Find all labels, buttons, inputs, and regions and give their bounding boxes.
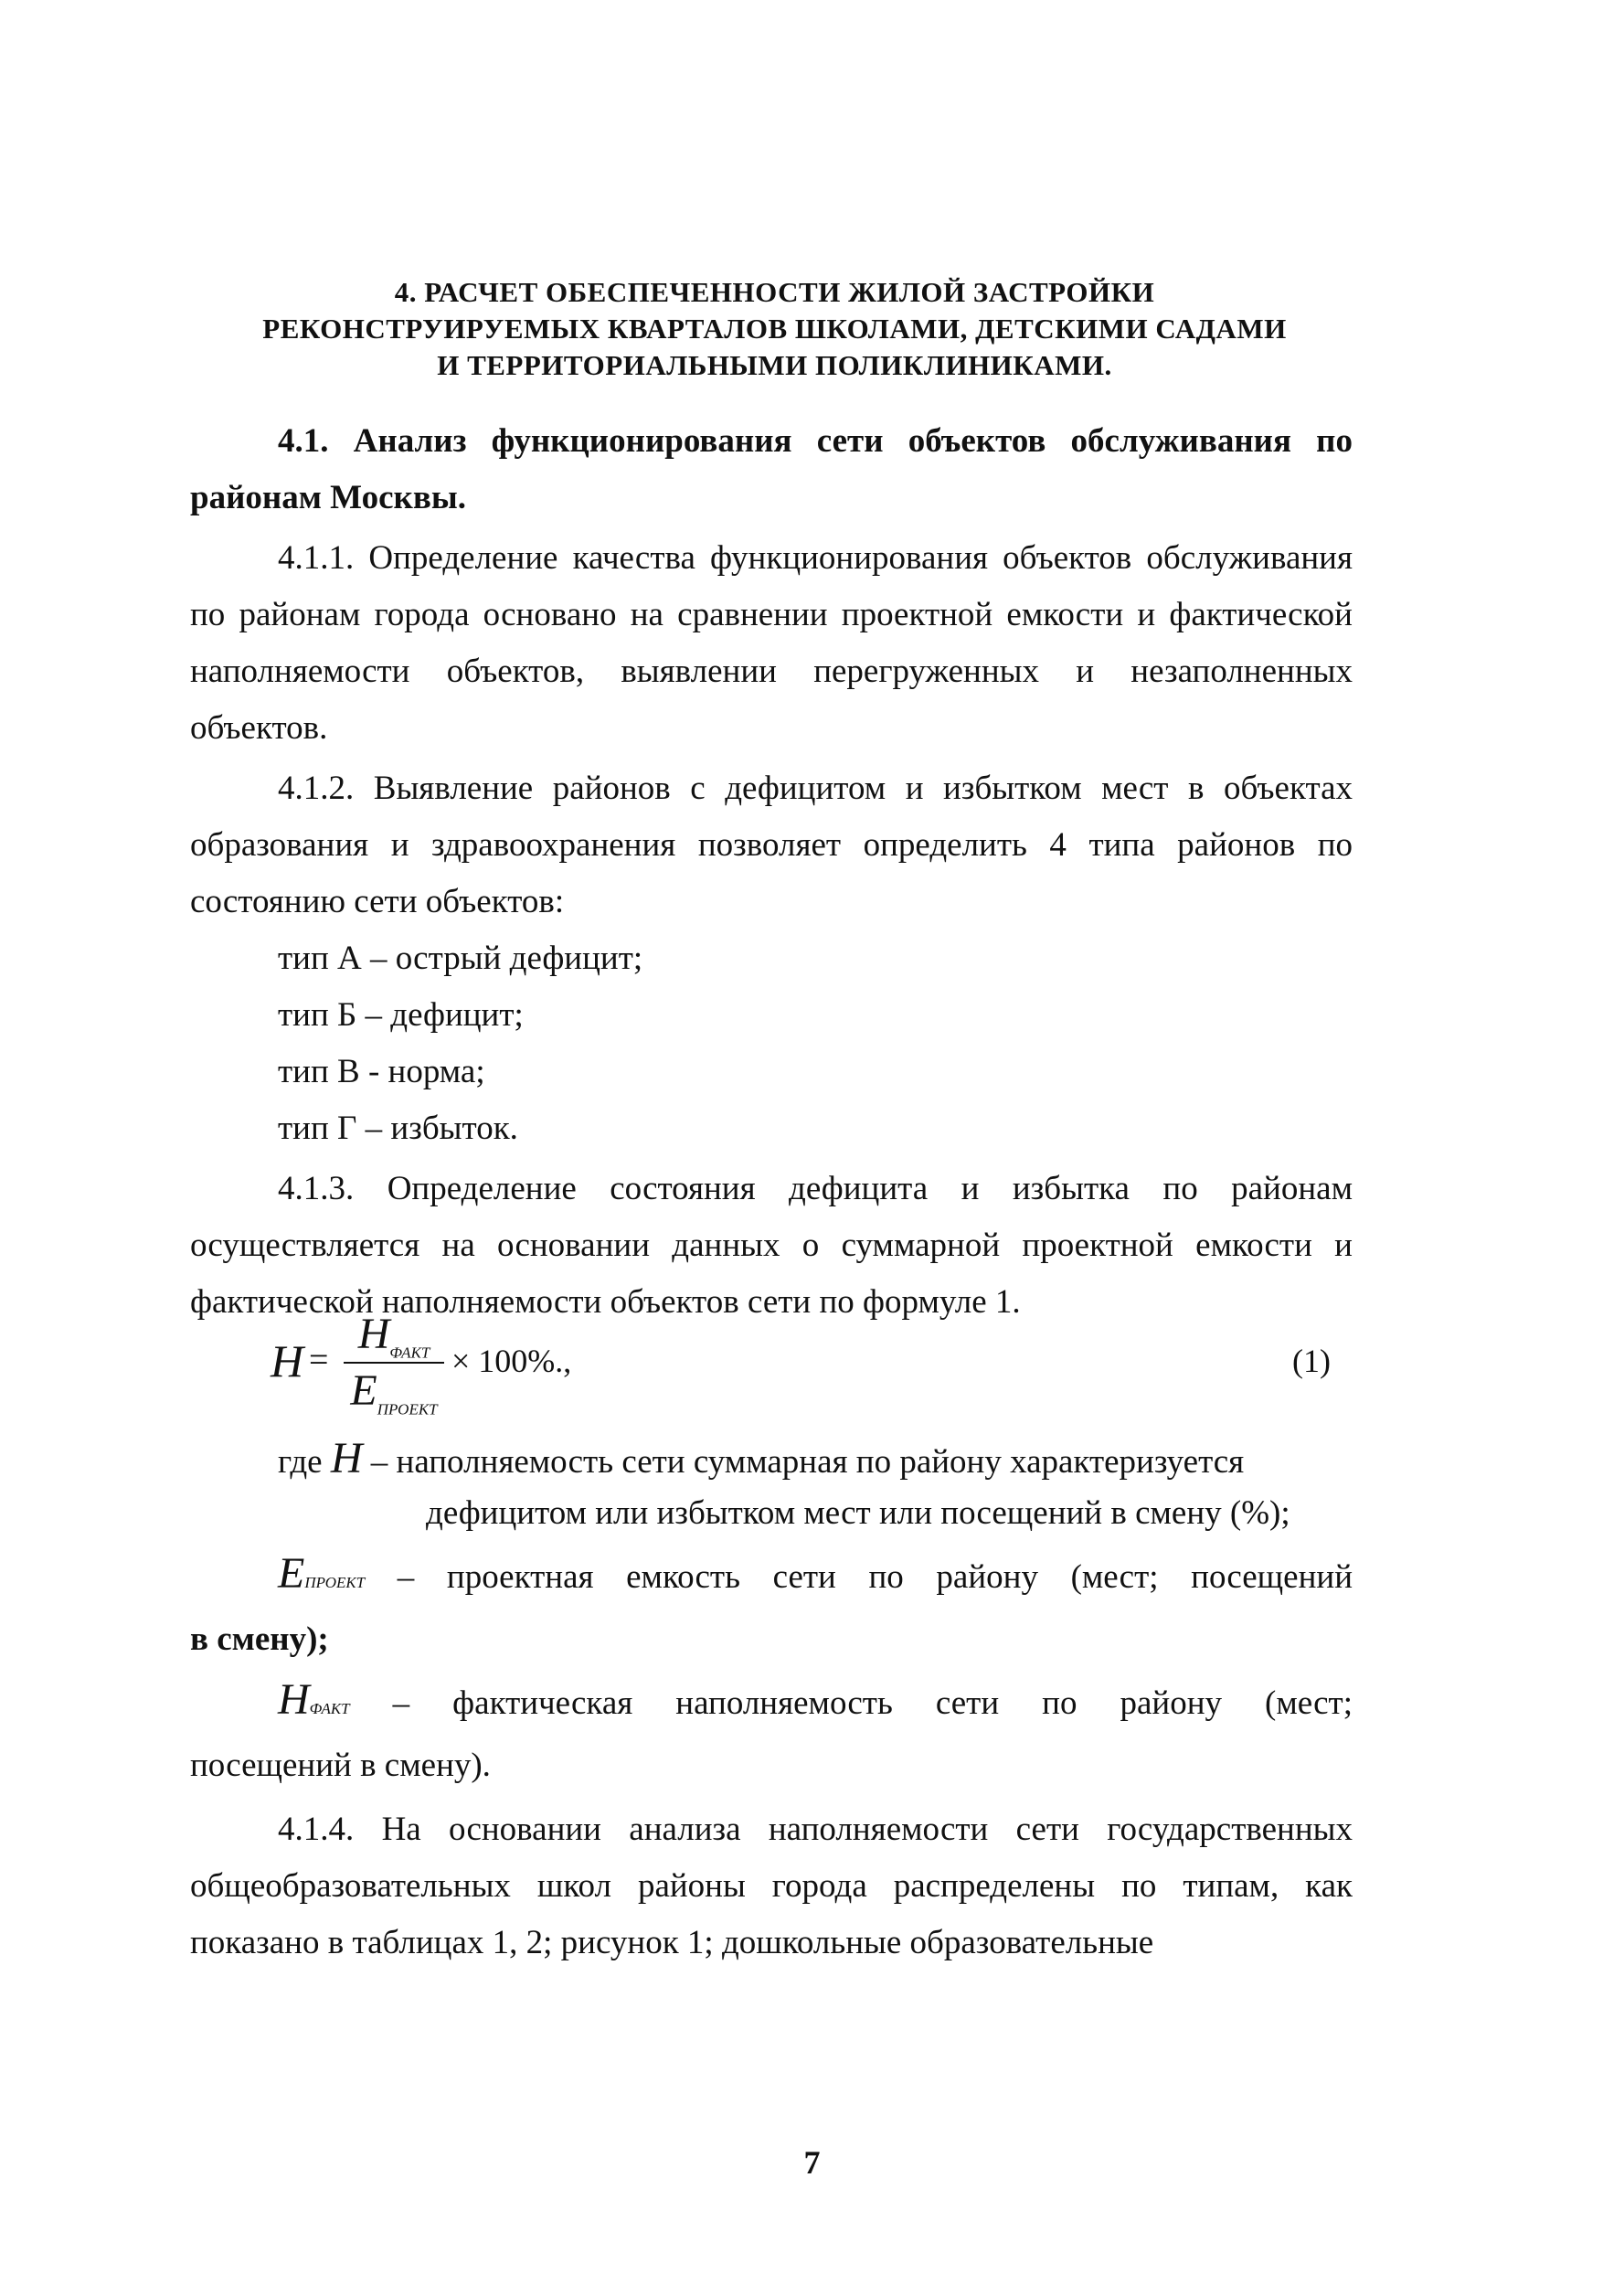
formula-numerator: $H_{ФАКТ}$ bbox=[357, 1310, 430, 1362]
formula-multiplier: × 100%., bbox=[451, 1343, 572, 1379]
formula-number: (1) bbox=[1292, 1343, 1331, 1379]
page-number: 7 bbox=[803, 2144, 821, 2181]
legend-e-proekt: EПРОЕКТ – проектная емкость сети по району (мест; посещений bbox=[278, 1549, 1353, 1598]
type-v-item: тип В - норма; bbox=[278, 1053, 485, 1090]
legend-h: где H – наполняемость сети суммарная по району характеризуется bbox=[278, 1434, 1245, 1482]
district-types-list bbox=[190, 930, 1353, 1157]
paragraph-4-1-3: 4.1.3. Определение состояния дефицита и избытка по районам осуществляется на основании данных о суммарной проектной емкости и фактической наполняемости объектов сети по формуле 1. bbox=[190, 1170, 1353, 1321]
fraction-bar bbox=[344, 1362, 444, 1364]
formula-fraction bbox=[344, 1309, 444, 1419]
legend-h-continuation: дефицитом или избытком мест или посещений в смену (%); bbox=[426, 1494, 1290, 1532]
paragraph-4-1-2: 4.1.2. Выявление районов с дефицитом и избытком мест в объектах образования и здравоохранения позволяет определить 4 типа районов по состоянию сети объектов: bbox=[190, 770, 1353, 920]
formula-equals: = bbox=[309, 1341, 329, 1379]
chapter-title-line-3: И ТЕРРИТОРИАЛЬНЫМИ ПОЛИКЛИНИКАМИ. bbox=[437, 349, 1112, 381]
legend-h-fakt-continuation: посещений в смену). bbox=[190, 1747, 491, 1784]
paragraph-4-1-4: 4.1.4. На основании анализа наполняемости сети государственных общеобразовательных школ районы города распределены по типам, как показано в таблицах 1, 2; рисунок 1; дошкольные образовательные bbox=[190, 1811, 1353, 1961]
paragraph-4-1-1: 4.1.1. Определение качества функционирования объектов обслуживания по районам города основано на сравнении проектной емкости и фактической наполняемости объектов, выявлении перегруженных и незаполненных объектов. bbox=[190, 539, 1353, 747]
formula-lhs: H bbox=[271, 1335, 304, 1386]
formula-legend bbox=[190, 1430, 1353, 1971]
legend-e-proekt-continuation: в смену); bbox=[190, 1620, 329, 1658]
chapter-title-line-2: РЕКОНСТРУИРУЕМЫХ КВАРТАЛОВ ШКОЛАМИ, ДЕТСКИМИ САДАМИ bbox=[262, 313, 1287, 345]
section-heading: 4.1. Анализ функционирования сети объектов обслуживания по районам Москвы. bbox=[190, 422, 1353, 516]
type-g-item: тип Г – избыток. bbox=[278, 1110, 518, 1147]
formula-1 bbox=[271, 1309, 1349, 1428]
legend-h-fakt: HФАКТ – фактическая наполняемость сети по району (мест; bbox=[278, 1675, 1353, 1724]
type-b-item: тип Б – дефицит; bbox=[278, 996, 524, 1034]
body-text-top bbox=[190, 413, 1353, 1331]
chapter-title bbox=[192, 274, 1357, 384]
type-a-item: тип А – острый дефицит; bbox=[278, 940, 643, 977]
chapter-title-line-1: 4. РАСЧЕТ ОБЕСПЕЧЕННОСТИ ЖИЛОЙ ЗАСТРОЙКИ bbox=[394, 276, 1155, 308]
formula-denominator: $E_{ПРОЕКТ}$ bbox=[350, 1366, 438, 1418]
